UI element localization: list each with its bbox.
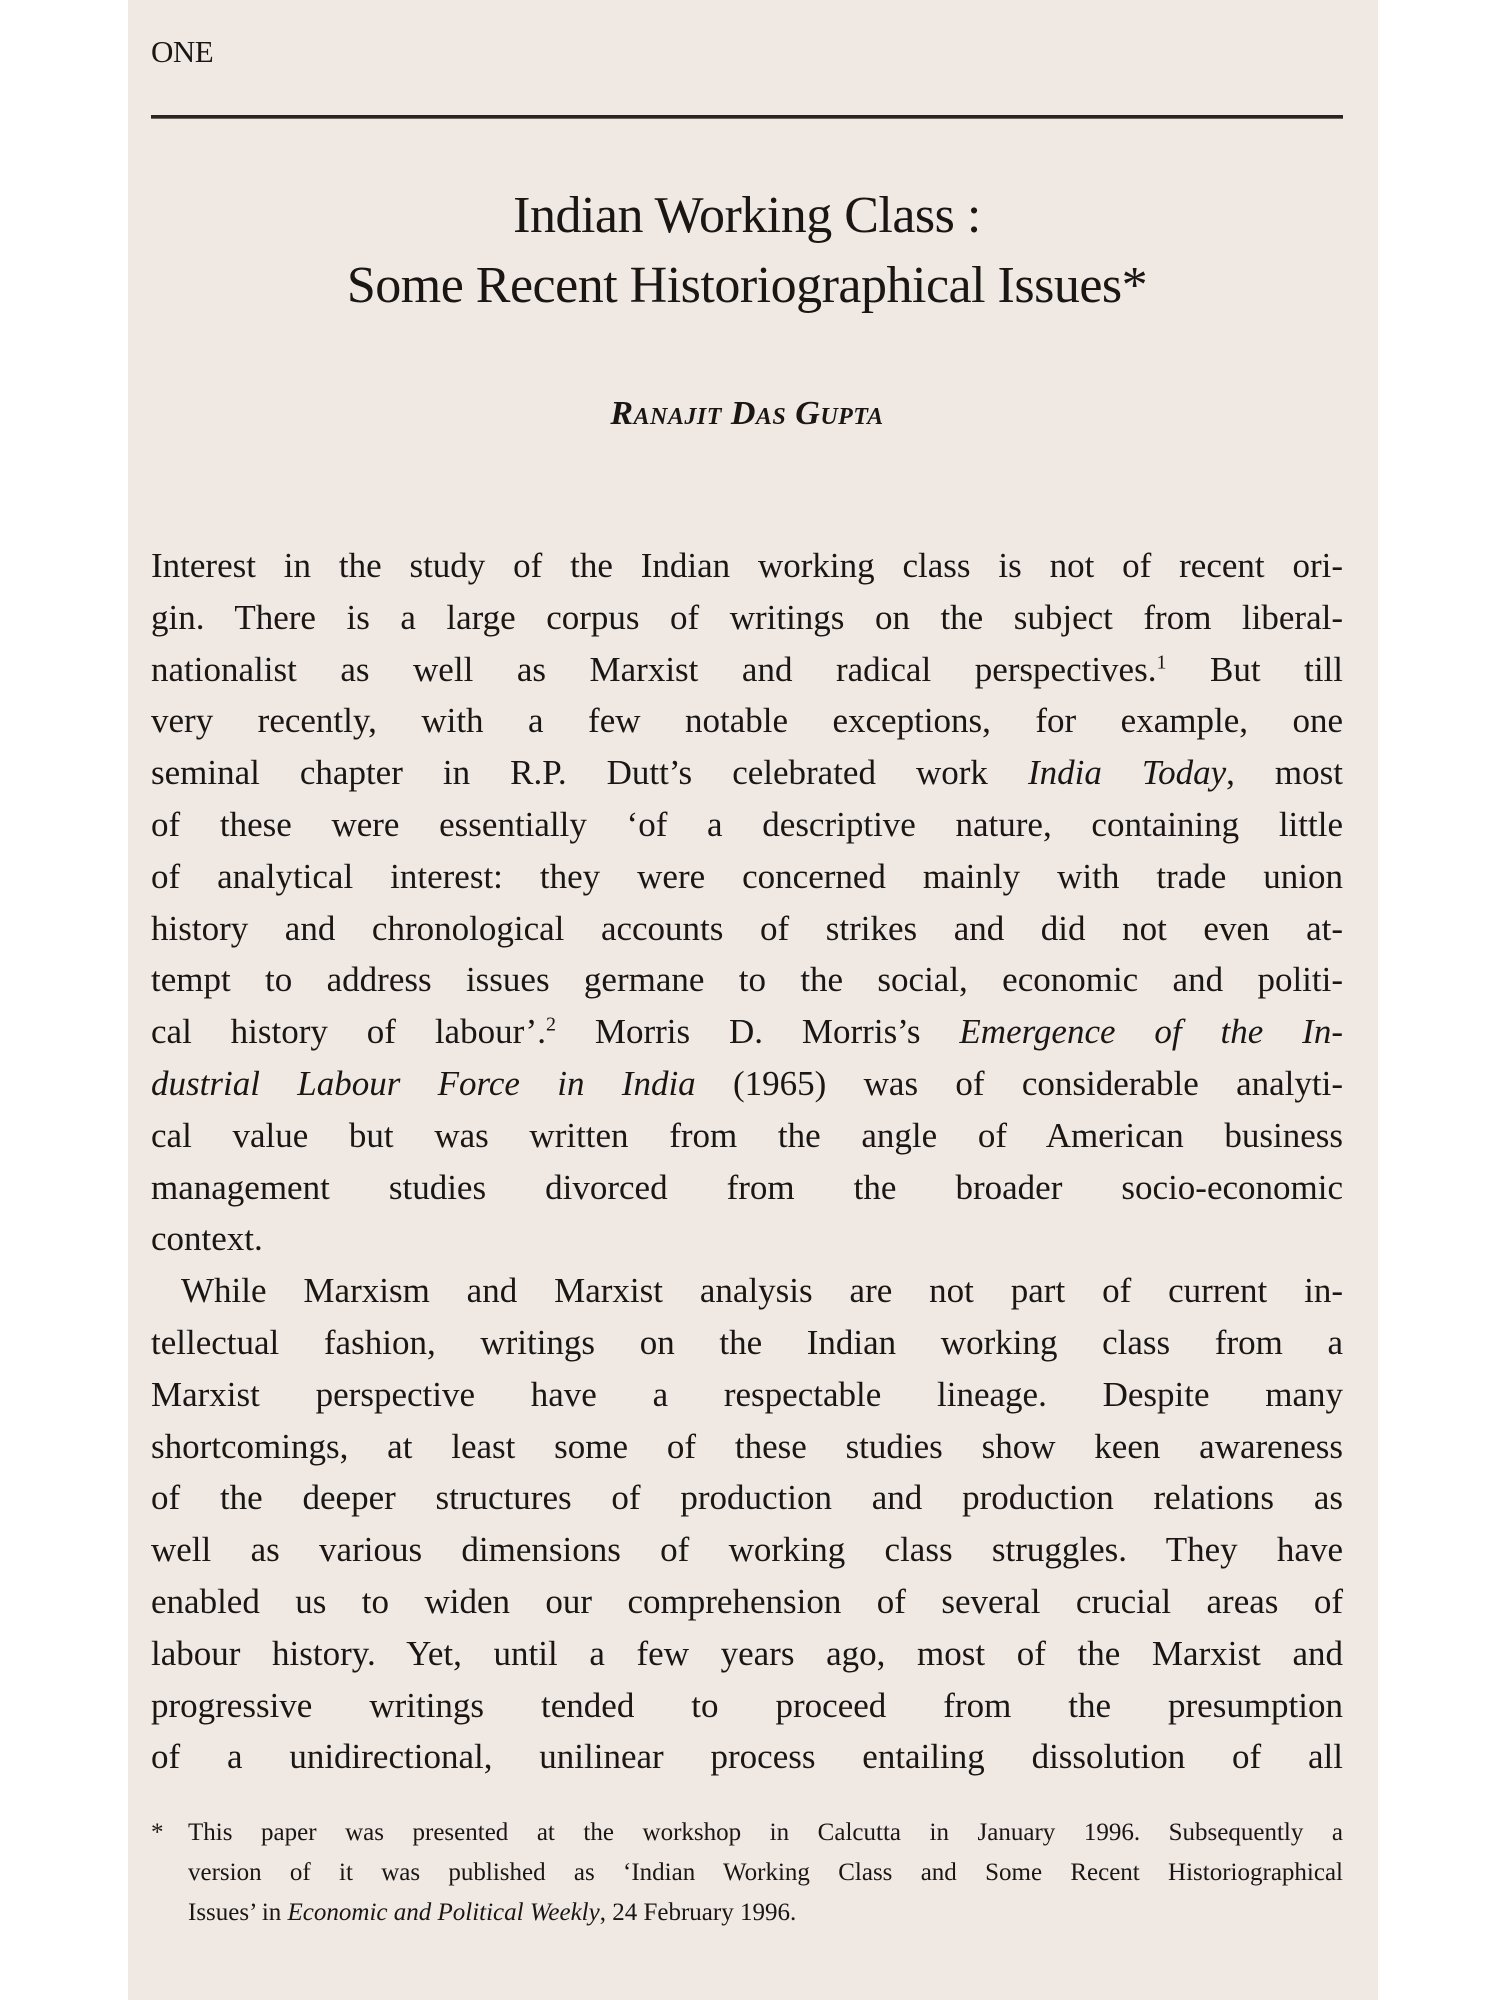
text-segment: This paper was presented at the workshop in Calcutta in January 1996. Subsequently a — [188, 1819, 1343, 1846]
italic-text: India Today — [1027, 753, 1227, 793]
text-segment: Interest in the study of the Indian working class is not of recent ori- — [151, 546, 1343, 585]
body-line — [151, 747, 1343, 799]
chapter-number: ONE — [151, 34, 214, 69]
text-segment: labour history. Yet, until a few years ago, most of the Marxist and — [151, 1633, 1343, 1673]
text-segment: progressive writings tended to proceed from the presumption — [151, 1685, 1343, 1725]
body-line — [151, 1110, 1343, 1162]
body-line — [151, 1628, 1343, 1680]
text-segment: well as various dimensions of working class struggles. They have — [151, 1530, 1343, 1570]
text-segment: cal value but was written from the angle of American business — [151, 1115, 1343, 1155]
body-line — [151, 1006, 1343, 1058]
text-segment: Morris D. Morris’s — [555, 1012, 960, 1052]
body-line — [151, 1213, 1343, 1265]
italic-text: Economic and Political Weekly — [287, 1899, 600, 1926]
footnote-marker: * — [151, 1819, 164, 1846]
text-segment: tempt to address issues germane to the social, economic and politi- — [151, 960, 1343, 1000]
text-segment: While Marxism and Marxist analysis are not part of current in- — [181, 1271, 1343, 1311]
footnote-reference: 1 — [1156, 650, 1167, 673]
footnote-reference: 2 — [545, 1013, 556, 1036]
italic-text: dustrial Labour Force in India — [151, 1063, 696, 1103]
text-segment: enabled us to widen our comprehension of several crucial areas of — [151, 1581, 1343, 1621]
text-segment: , 24 February 1996. — [599, 1899, 797, 1926]
body-line — [151, 1058, 1343, 1110]
title-line-2: Some Recent Historiographical Issues* — [346, 257, 1148, 314]
text-segment: Marxist perspective have a respectable lineage. Despite many — [151, 1374, 1343, 1414]
title-line-1: Indian Working Class : — [513, 187, 981, 244]
body-line — [151, 954, 1343, 1006]
footnote — [151, 1813, 1343, 1933]
body-line — [151, 799, 1343, 851]
italic-text: Emergence of the In- — [959, 1012, 1343, 1052]
footnote-line — [151, 1813, 1343, 1853]
text-segment: nationalist as well as Marxist and radical perspectives. — [151, 649, 1157, 689]
text-segment: of analytical interest: they were concerned mainly with trade union — [151, 856, 1343, 896]
body-line — [151, 695, 1343, 747]
text-segment: very recently, with a few notable exceptions, for example, one — [151, 701, 1343, 741]
body-line — [151, 1680, 1343, 1732]
text-segment: shortcomings, at least some of these studies show keen awareness — [151, 1426, 1343, 1466]
header-rule — [151, 115, 1343, 119]
text-segment: history and chronological accounts of strikes and did not even at- — [151, 908, 1343, 948]
footnote-line — [151, 1853, 1343, 1893]
body-line — [151, 1472, 1343, 1524]
body-text — [151, 540, 1343, 1783]
text-segment: context. — [151, 1219, 263, 1259]
body-line — [151, 1317, 1343, 1369]
body-line — [151, 1524, 1343, 1576]
text-segment: , most — [1226, 753, 1343, 793]
body-line — [151, 1421, 1343, 1473]
body-line — [151, 1576, 1343, 1628]
body-line — [151, 903, 1343, 955]
text-segment: But till — [1166, 649, 1343, 689]
body-line — [151, 1369, 1343, 1421]
text-segment: gin. There is a large corpus of writings on the subject from liberal- — [151, 597, 1343, 637]
body-line — [151, 540, 1343, 592]
text-segment: seminal chapter in R.P. Dutt’s celebrated work — [151, 753, 1028, 793]
text-segment: management studies divorced from the broader socio-economic — [151, 1167, 1343, 1207]
text-segment: of these were essentially ‘of a descriptive nature, containing little — [151, 804, 1343, 844]
text-segment: of the deeper structures of production and production relations as — [151, 1478, 1343, 1518]
text-segment: Issues’ in — [188, 1899, 288, 1926]
text-segment: version of it was published as ‘Indian Working Class and Some Recent Historiographical — [188, 1859, 1343, 1886]
body-line — [151, 1731, 1343, 1783]
body-line — [151, 644, 1343, 696]
author-name: Ranajit Das Gupta — [610, 395, 884, 432]
footnote-line — [151, 1893, 1343, 1933]
text-segment: of a unidirectional, unilinear process entailing dissolution of all — [151, 1737, 1343, 1777]
text-segment: cal history of labour’. — [151, 1012, 546, 1052]
body-line — [151, 1162, 1343, 1214]
body-line — [151, 851, 1343, 903]
text-segment: tellectual fashion, writings on the Indian working class from a — [151, 1322, 1343, 1362]
text-segment: (1965) was of considerable analyti- — [695, 1063, 1343, 1103]
body-line — [151, 1265, 1343, 1317]
body-line — [151, 592, 1343, 644]
